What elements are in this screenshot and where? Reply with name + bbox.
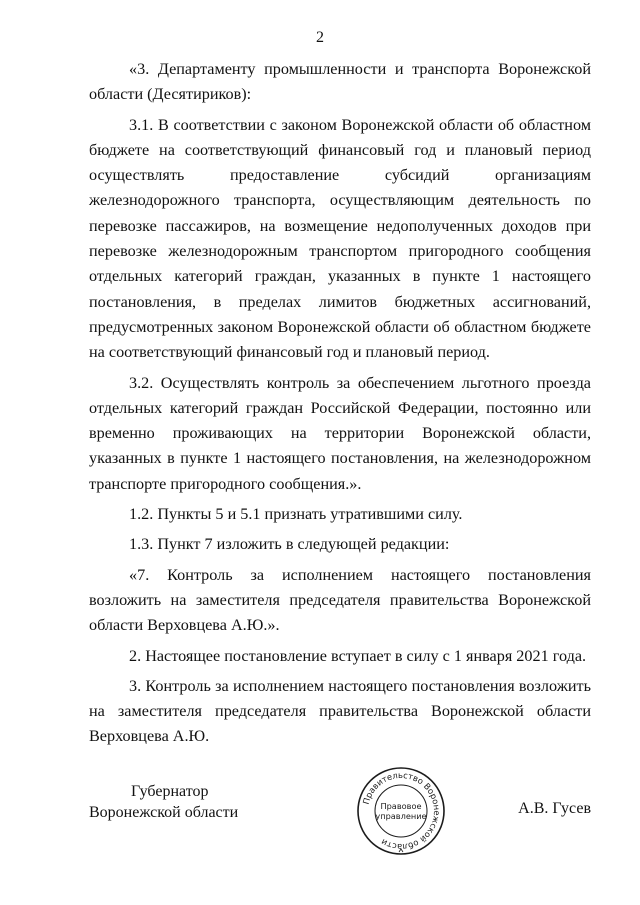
signature-position-line1: Губернатор	[131, 783, 209, 800]
paragraph-dept-assignment: «3. Департаменту промышленности и транспорта Воронежской области (Десятириков):	[89, 60, 591, 104]
signature-position-line2: Воронежской области	[89, 804, 239, 821]
paragraph-1-2: 1.2. Пункты 5 и 5.1 признать утратившими силу.	[129, 505, 463, 524]
official-seal-stamp	[356, 766, 446, 856]
paragraph-1-3: 1.3. Пункт 7 изложить в следующей редакции:	[129, 535, 450, 554]
seal-center-line2: управление	[375, 811, 427, 821]
signature-position	[89, 781, 238, 823]
paragraph-2: 2. Настоящее постановление вступает в силу с 1 января 2021 года.	[129, 646, 587, 665]
paragraph-point-7: «7. Контроль за исполнением настоящего постановления возложить на заместителя председателя правительства Воронежской области Верховцева А.Ю.».	[89, 565, 591, 635]
paragraph-3: 3. Контроль за исполнением настоящего постановления возложить на заместителя председателя правительства Воронежской области Верховцева А.Ю.	[89, 676, 591, 746]
document-body	[89, 57, 591, 750]
seal-center-line1: Правовое	[380, 801, 422, 811]
page-number: 2	[316, 29, 324, 46]
seal-graphic	[356, 766, 446, 856]
signatory-name: А.В. Гусев	[518, 800, 591, 817]
seal-ring-text: Правительство Воронежской области	[360, 769, 443, 853]
paragraph-3-1: 3.1. В соответствии с законом Воронежской области об областном бюджете на соответствующий финансовый год и плановый период осуществлять предоставление субсидий организациям железнодорожного транспорта, осуществляющим деятельность по перевозке пассажиров, на возмещение недополученных доходов при перевозке железнодорожным транспортом пригородного сообщения отдельных категорий граждан, указанных в пункте 1 настоящего постановления, в пределах лимитов бюджетных ассигнований, предусмотренных законом Воронежской области об областном бюджете на соответствующий финансовый год и плановый период.	[89, 115, 591, 362]
paragraph-3-2: 3.2. Осуществлять контроль за обеспечением льготного проезда отдельных категорий граждан Российской Федерации, постоянно или временно проживающих на территории Воронежской области, указанных в пункте 1 настоящего постановления, на железнодорожном транспорте пригородного сообщения.».	[89, 373, 591, 493]
